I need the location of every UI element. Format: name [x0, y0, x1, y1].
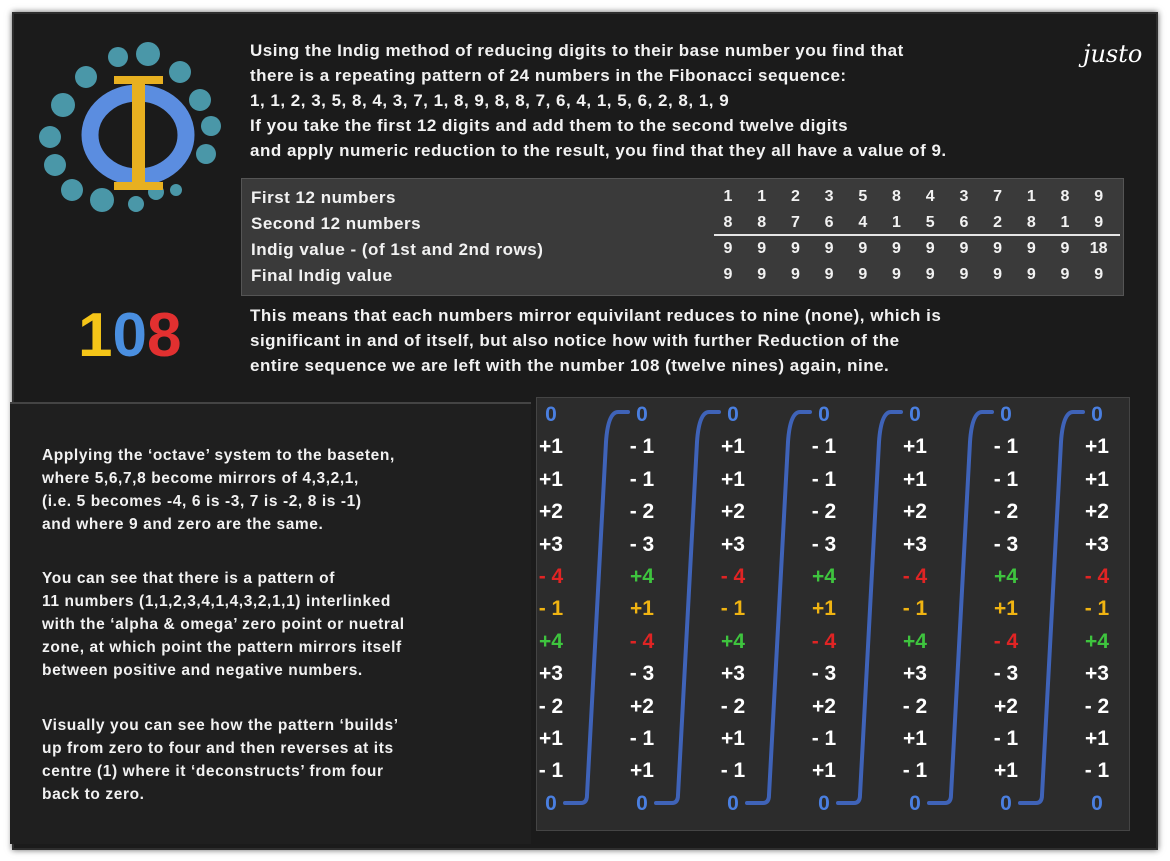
pattern-cell: - 2: [538, 694, 564, 718]
pattern-cell: +1: [721, 727, 745, 750]
pattern-cell: +1: [812, 597, 836, 621]
pattern-cell: - 2: [629, 500, 655, 524]
explanation-line: (i.e. 5 becomes -4, 6 is -3, 7 is -2, 8 is -1): [42, 493, 362, 510]
pattern-cell: +2: [994, 694, 1018, 718]
pattern-cell: +4: [812, 565, 836, 588]
pattern-cell: - 4: [811, 629, 837, 653]
pattern-cell: +1: [721, 435, 745, 459]
pattern-cell: 0: [818, 791, 830, 815]
pattern-cell: +2: [630, 694, 654, 718]
pattern-cell: - 4: [538, 565, 564, 588]
explanation-line: back to zero.: [42, 786, 145, 803]
meaning-line: significant in and of itself, but also notice how with further Reduction of the: [250, 331, 900, 350]
pattern-cell: 0: [909, 791, 921, 815]
table-cell: 8: [757, 214, 767, 231]
pattern-cell: - 2: [1084, 694, 1110, 718]
pattern-cell: +1: [1085, 435, 1109, 459]
signature: justo: [1083, 40, 1143, 68]
explanation-line: Visually you can see how the pattern ‘builds’: [42, 717, 399, 734]
table-cell: 9: [858, 266, 868, 283]
table-cell: 9: [959, 240, 969, 257]
pattern-cell: - 1: [811, 727, 837, 750]
table-cell: 9: [858, 240, 868, 257]
table-cell: 8: [1060, 188, 1070, 205]
row-label: Final Indig value: [251, 266, 393, 285]
table-cell: 9: [1026, 266, 1036, 283]
intro-line: 1, 1, 2, 3, 5, 8, 4, 3, 7, 1, 8, 9, 8, 8, 7, 6, 4, 1, 5, 6, 2, 8, 1, 9: [250, 91, 730, 110]
pattern-cell: - 1: [902, 597, 928, 621]
pattern-cell: +1: [994, 597, 1018, 621]
table-cell: 2: [790, 188, 800, 205]
pattern-cell: +1: [812, 759, 836, 783]
meaning-line: entire sequence we are left with the number 108 (twelve nines) again, nine.: [250, 356, 890, 375]
table-cell: 5: [925, 214, 935, 231]
pattern-cell: +3: [539, 662, 563, 686]
digit-0: 0: [112, 301, 147, 370]
table-cell: 9: [892, 240, 901, 257]
intro-line: If you take the first 12 digits and add them to the second twelve digits: [250, 116, 849, 135]
pattern-grid: [536, 397, 1130, 831]
pattern-cell: 0: [545, 403, 557, 426]
table-cell: 9: [790, 266, 800, 283]
pattern-cell: +1: [721, 467, 745, 491]
table-cell: 9: [723, 240, 733, 257]
table-cell: 9: [925, 240, 935, 257]
table-cell: 9: [1060, 240, 1070, 257]
row-label: First 12 numbers: [251, 188, 396, 207]
pattern-cell: - 1: [629, 435, 655, 459]
pattern-cell: 0: [818, 403, 830, 426]
phi-logo: [30, 40, 230, 220]
table-cell: 9: [790, 240, 800, 257]
indig-table: [241, 178, 1124, 296]
pattern-cell: - 4: [902, 565, 928, 588]
table-cell: 3: [959, 188, 969, 205]
meaning-text: [250, 303, 1110, 378]
pattern-cell: +4: [994, 565, 1018, 588]
pattern-cell: - 3: [629, 662, 655, 686]
pattern-cell: - 1: [720, 759, 746, 783]
pattern-cell: - 1: [1084, 759, 1110, 783]
pattern-cell: - 1: [993, 727, 1019, 750]
pattern-cell: - 1: [629, 467, 655, 491]
pattern-cell: +2: [1085, 500, 1109, 524]
pattern-cell: 0: [727, 791, 739, 815]
table-cell: 8: [892, 188, 901, 205]
table-cell: 18: [1089, 240, 1108, 257]
table-cell: 1: [757, 188, 767, 205]
table-cell: 9: [993, 266, 1003, 283]
explanation-line: where 5,6,7,8 become mirrors of 4,3,2,1,: [42, 470, 359, 487]
explanation-para-2: [42, 567, 405, 682]
pattern-cell: +3: [721, 662, 745, 686]
table-cell: 9: [757, 240, 767, 257]
pattern-cell: 0: [1000, 791, 1012, 815]
pattern-cell: +2: [721, 500, 745, 524]
pattern-cell: - 1: [538, 759, 564, 783]
table-cell: 1: [723, 188, 733, 205]
explanation-line: between positive and negative numbers.: [42, 662, 363, 679]
pattern-cell: +2: [539, 500, 563, 524]
pattern-cell: - 4: [720, 565, 746, 588]
pattern-cell: +3: [539, 532, 563, 556]
explanation-line: zone, at which point the pattern mirrors itself: [42, 639, 402, 656]
pattern-cell: +1: [1085, 727, 1109, 750]
table-cell: 9: [824, 240, 834, 257]
table-cell: 4: [858, 214, 868, 231]
digit-8: 8: [146, 301, 182, 370]
pattern-cell: 0: [727, 403, 739, 426]
table-cell: 7: [790, 214, 800, 231]
digit-1: 1: [78, 301, 113, 370]
pattern-cell: - 3: [629, 532, 655, 556]
pattern-cell: - 4: [1084, 565, 1110, 588]
pattern-cell: - 4: [629, 629, 655, 653]
pattern-cell: +1: [630, 759, 654, 783]
explanation-para-1: [42, 444, 395, 536]
pattern-cell: +1: [903, 467, 927, 491]
table-cell: 9: [959, 266, 969, 283]
pattern-cell: +1: [903, 727, 927, 750]
pattern-cell: +4: [903, 629, 927, 653]
pattern-cell: - 2: [902, 694, 928, 718]
table-cell: 9: [723, 266, 733, 283]
pattern-cell: +3: [903, 662, 927, 686]
explanation-para-3: [42, 714, 399, 806]
pattern-cell: - 1: [720, 597, 746, 621]
pattern-cell: +3: [721, 532, 745, 556]
pattern-cell: - 3: [993, 662, 1019, 686]
explanation-line: with the ‘alpha & omega’ zero point or nuetral: [42, 616, 405, 633]
table-cell: 5: [858, 188, 868, 205]
table-cell: 9: [892, 266, 901, 283]
table-cell: 6: [824, 214, 834, 231]
explanation-panel: [10, 402, 531, 844]
pattern-cell: +2: [812, 694, 836, 718]
row-label: Indig value - (of 1st and 2nd rows): [251, 240, 544, 259]
pattern-cell: +4: [1085, 629, 1109, 653]
explanation-line: 11 numbers (1,1,2,3,4,1,4,3,2,1,1) interlinked: [42, 593, 391, 610]
pattern-cell: +1: [539, 727, 563, 750]
pattern-cell: +4: [539, 629, 563, 653]
pattern-cell: - 3: [811, 532, 837, 556]
pattern-cell: - 4: [993, 629, 1019, 653]
pattern-cell: +2: [903, 500, 927, 524]
pattern-cell: - 2: [993, 500, 1019, 524]
pattern-cell: - 2: [811, 500, 837, 524]
explanation-line: up from zero to four and then reverses at its: [42, 740, 394, 757]
intro-line: and apply numeric reduction to the result, you find that they all have a value of 9.: [250, 141, 947, 160]
pattern-cell: - 1: [902, 759, 928, 783]
pattern-cell: 0: [636, 791, 648, 815]
table-cell: 9: [1094, 214, 1104, 231]
table-cell: 9: [1060, 266, 1070, 283]
pattern-cell: +3: [1085, 662, 1109, 686]
pattern-cell: - 3: [811, 662, 837, 686]
explanation-line: centre (1) where it ‘deconstructs’ from four: [42, 763, 384, 780]
sum-line: [714, 234, 1120, 236]
table-cell: 8: [723, 214, 733, 231]
pattern-cell: +1: [539, 467, 563, 491]
pattern-cell: 0: [1000, 403, 1012, 426]
table-cell: 1: [892, 214, 901, 231]
row-label: Second 12 numbers: [251, 214, 422, 233]
pattern-cell: +4: [721, 629, 745, 653]
table-cell: 1: [1026, 188, 1036, 205]
table-cell: 2: [993, 214, 1003, 231]
table-cell: 7: [993, 188, 1003, 205]
pattern-cell: +4: [630, 565, 654, 588]
pattern-cell: - 1: [629, 727, 655, 750]
table-cell: 9: [1026, 240, 1036, 257]
pattern-cell: +3: [903, 532, 927, 556]
pattern-cell: - 1: [811, 467, 837, 491]
number-108: [78, 300, 181, 371]
table-cell: 9: [993, 240, 1003, 257]
table-cell: 1: [1060, 214, 1070, 231]
explanation-line: Applying the ‘octave’ system to the baseten,: [42, 447, 395, 464]
pattern-cell: - 1: [811, 435, 837, 459]
table-cell: 4: [925, 188, 935, 205]
pattern-cell: +1: [539, 435, 563, 459]
pattern-cell: +1: [630, 597, 654, 621]
meaning-line: This means that each numbers mirror equivilant reduces to nine (none), which is: [250, 306, 942, 325]
table-cell: 9: [757, 266, 767, 283]
pattern-cell: 0: [636, 403, 648, 426]
table-cell: 3: [824, 188, 834, 205]
intro-line: Using the Indig method of reducing digits to their base number you find that: [250, 41, 904, 60]
pattern-cell: - 3: [993, 532, 1019, 556]
pattern-cell: +1: [1085, 467, 1109, 491]
table-cell: 9: [824, 266, 834, 283]
table-cell: 9: [925, 266, 935, 283]
intro-line: there is a repeating pattern of 24 numbers in the Fibonacci sequence:: [250, 66, 847, 85]
pattern-cell: - 1: [993, 435, 1019, 459]
table-cell: 9: [1094, 266, 1104, 283]
intro-text: [250, 38, 1110, 163]
table-cell: 8: [1026, 214, 1036, 231]
pattern-cell: - 1: [1084, 597, 1110, 621]
pattern-cell: - 1: [993, 467, 1019, 491]
pattern-cell: 0: [545, 791, 557, 815]
pattern-cell: +1: [903, 435, 927, 459]
pattern-cell: - 1: [538, 597, 564, 621]
pattern-cell: 0: [1091, 403, 1103, 426]
pattern-cell: +3: [1085, 532, 1109, 556]
table-cell: 9: [1094, 188, 1104, 205]
explanation-line: and where 9 and zero are the same.: [42, 516, 324, 533]
explanation-line: You can see that there is a pattern of: [42, 570, 335, 587]
pattern-cell: 0: [909, 403, 921, 426]
pattern-cell: 0: [1091, 791, 1103, 815]
table-cell: 6: [959, 214, 969, 231]
pattern-cell: +1: [994, 759, 1018, 783]
pattern-cell: - 2: [720, 694, 746, 718]
